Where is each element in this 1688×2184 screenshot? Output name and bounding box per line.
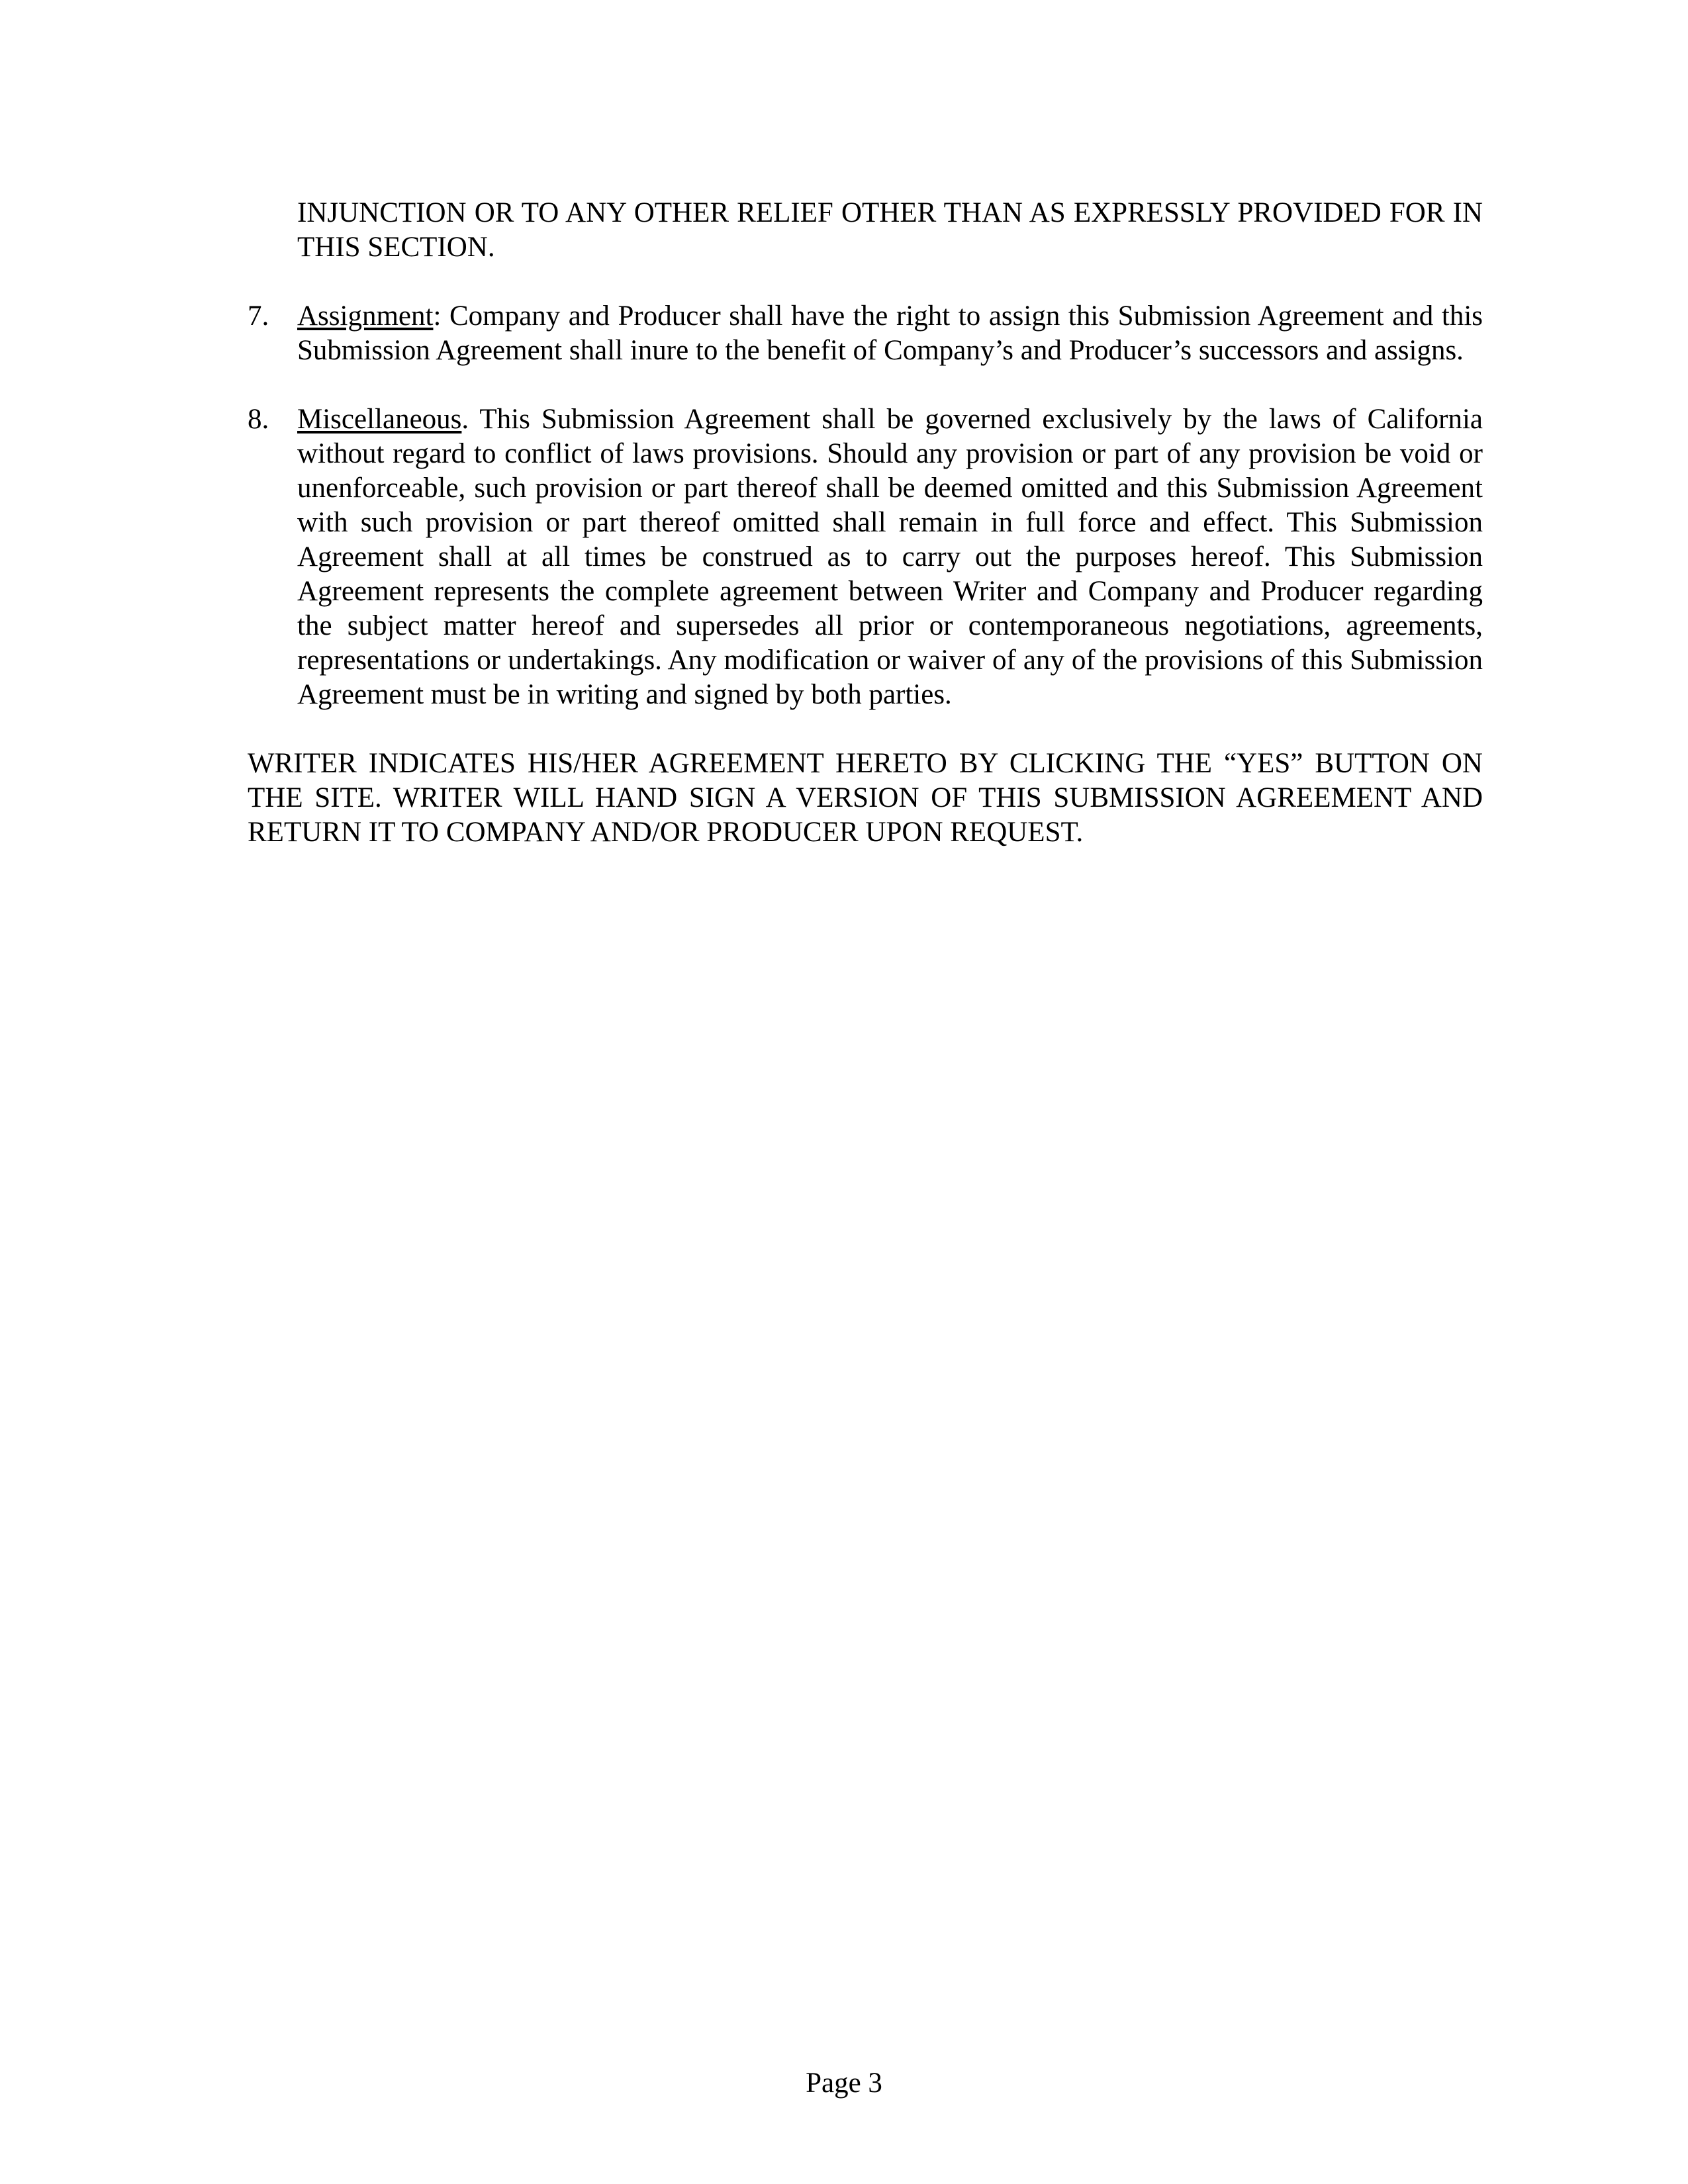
clause-text: This Submission Agreement shall be governed exclusively by the laws of California without regard to conflict of laws provisions. Should any provision or part of any provision be void or unenforceable, such provision or part thereof shall be deemed omitted and this Submission Agreement with such provision or part thereof omitted shall remain in full force and effect. This Submission Agreement shall at all times be construed as to carry out the purposes hereof. This Submission Agreement represents the complete agreement between Writer and Company and Producer regarding the subject matter hereof and supersedes all prior or contemporaneous negotiations, agreements, representations or undertakings. Any modification or waiver of any of the provisions of this Submission Agreement must be in writing and signed by both parties. — [297, 404, 1483, 710]
clause-heading-separator: : — [433, 300, 442, 332]
clause-heading-separator: . — [461, 404, 469, 435]
clause-number: 8. — [248, 404, 269, 435]
clause-heading: Assignment — [297, 300, 434, 332]
page-number: Page 3 — [806, 2068, 882, 2099]
document-body — [248, 196, 1483, 850]
clause-body — [297, 299, 1483, 368]
clause-body — [297, 402, 1483, 712]
agreement-statement: WRITER INDICATES HIS/HER AGREEMENT HERETO BY CLICKING THE “YES” BUTTON ON THE SITE. WRITER WILL HAND SIGN A VERSION OF THIS SUBMISSION AGREEMENT AND RETURN IT TO COMPANY AND/OR PRODUCER UPON REQUEST. — [248, 748, 1483, 848]
clause-heading: Miscellaneous — [297, 404, 462, 435]
clause-miscellaneous — [248, 402, 1483, 712]
clause-assignment — [248, 299, 1483, 368]
clause-text: Company and Producer shall have the right to assign this Submission Agreement and this Submission Agreement shall inure to the benefit of Company’s and Producer’s successors and assigns. — [297, 300, 1483, 366]
clause-number: 7. — [248, 300, 269, 332]
continuation-paragraph: INJUNCTION OR TO ANY OTHER RELIEF OTHER THAN AS EXPRESSLY PROVIDED FOR IN THIS SECTION. — [297, 197, 1483, 263]
